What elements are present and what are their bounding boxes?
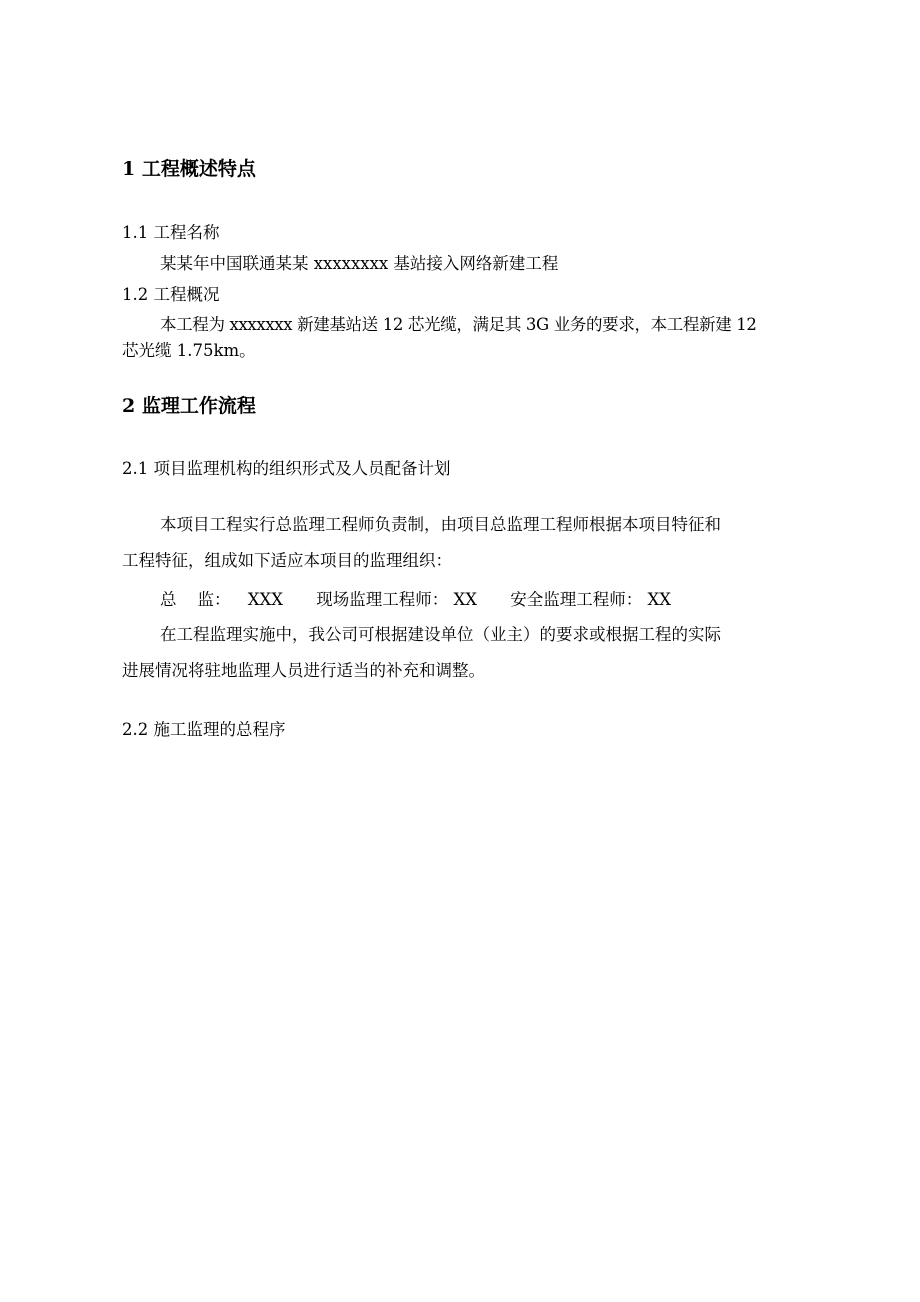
safety-supervisor-value: XX: [647, 590, 671, 609]
chief-supervisor-value: XXX: [247, 590, 283, 609]
project-overview-line-2: 芯光缆 1.75km。: [122, 341, 256, 360]
project-overview-line-1: 本工程为 xxxxxxx 新建基站送 12 芯光缆，满足其 3G 业务的要求，本工程新建 12: [160, 315, 757, 334]
adjustment-para-line-2: 进展情况将驻地监理人员进行适当的补充和调整。: [122, 661, 485, 680]
subsection-2-1-heading: 2.1 项目监理机构的组织形式及人员配备计划: [122, 459, 451, 478]
subsection-2-2-heading: 2.2 施工监理的总程序: [122, 720, 286, 739]
subsection-1-2-heading: 1.2 工程概况: [122, 285, 220, 304]
chief-supervisor-label: 总 监：: [160, 590, 231, 609]
adjustment-para-line-1: 在工程监理实施中，我公司可根据建设单位（业主）的要求或根据工程的实际: [160, 625, 721, 644]
subsection-1-1-heading: 1.1 工程名称: [122, 223, 220, 242]
staff-list: [160, 589, 671, 611]
safety-supervisor-label: 安全监理工程师：: [510, 590, 643, 609]
site-supervisor-value: XX: [453, 590, 477, 609]
section-1-heading: 1 工程概述特点: [122, 158, 256, 180]
organization-para-line-2: 工程特征，组成如下适应本项目的监理组织：: [122, 551, 452, 570]
site-supervisor-label: 现场监理工程师：: [316, 590, 449, 609]
organization-para-line-1: 本项目工程实行总监理工程师负责制，由项目总监理工程师根据本项目特征和: [160, 515, 721, 534]
section-2-heading: 2 监理工作流程: [122, 395, 256, 417]
project-name-text: 某某年中国联通某某 xxxxxxxx 基站接入网络新建工程: [160, 254, 559, 273]
